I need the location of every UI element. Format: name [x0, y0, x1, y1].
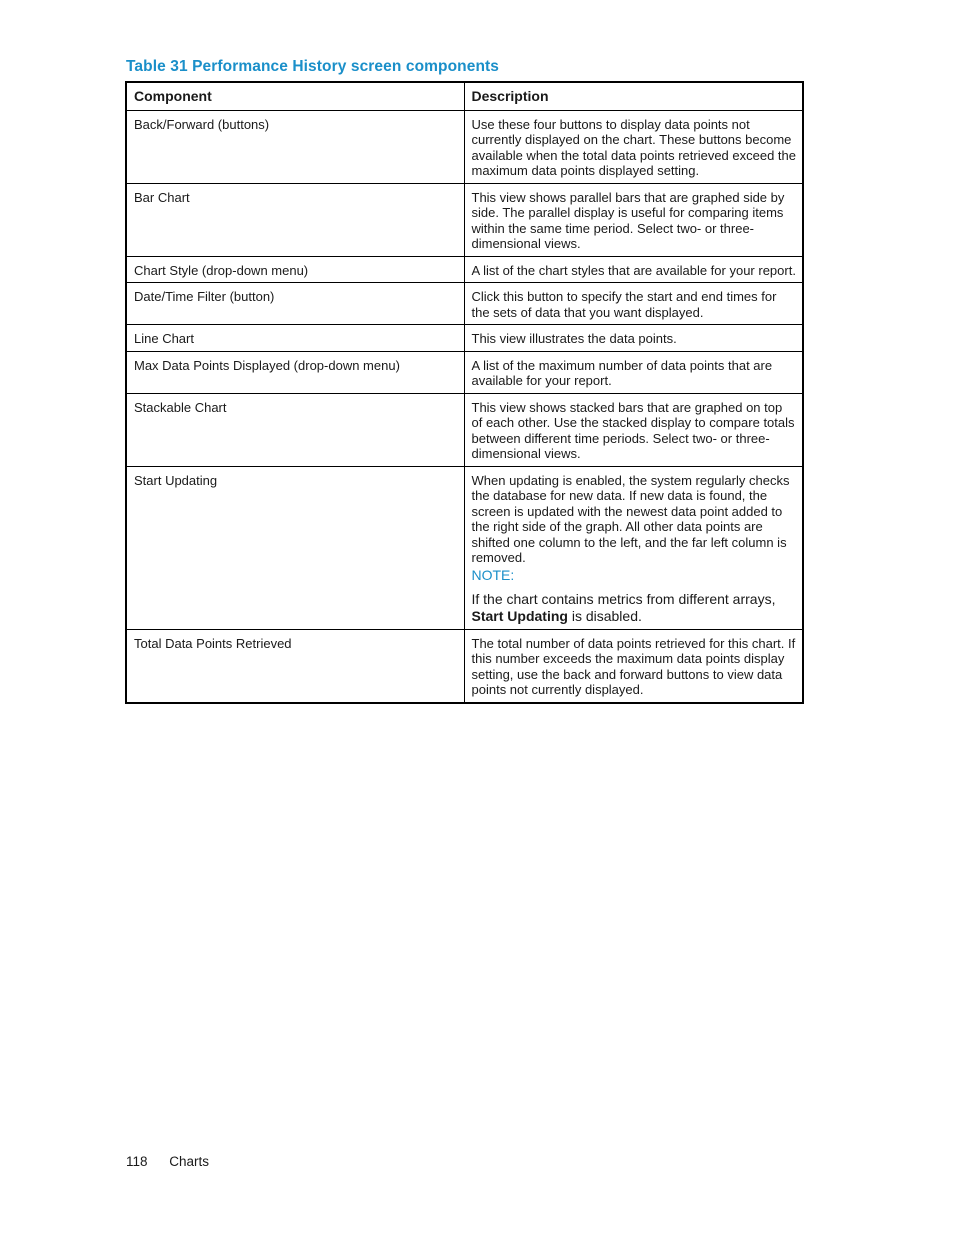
table-row — [126, 110, 803, 183]
description-cell: Click this button to specify the start and end times for the sets of data that you want displayed. — [464, 283, 803, 325]
component-cell: Max Data Points Displayed (drop-down menu) — [126, 351, 464, 393]
description-cell: This view shows stacked bars that are graphed on top of each other. Use the stacked display to compare totals between different time periods. Select two- or three-dimensional views. — [464, 393, 803, 466]
note-text-before: If the chart contains metrics from different arrays, — [471, 590, 776, 607]
description-cell: This view shows parallel bars that are graphed side by side. The parallel display is useful for comparing items within the same time period. Select two- or three-dimensional views. — [464, 183, 803, 256]
note-text-after: is disabled. — [567, 607, 642, 624]
description-text: When updating is enabled, the system regularly checks the database for new data. If new data is found, the screen is updated with the newest data point added to the right side of the graph. All other data points are shifted one column to the left, and the far left column is removed. — [471, 472, 790, 565]
note-text — [472, 591, 797, 625]
note-text-bold: Start Updating — [471, 607, 568, 624]
column-header-description: Description — [464, 82, 803, 110]
component-cell: Line Chart — [126, 325, 464, 352]
component-cell: Bar Chart — [126, 183, 464, 256]
description-cell: The total number of data points retrieved for this chart. If this number exceeds the maximum data points display setting, use the back and forward buttons to view data points not currently displayed. — [464, 629, 803, 703]
page-number: 118 — [126, 1154, 148, 1169]
table-row — [126, 466, 803, 629]
table-row — [126, 256, 803, 283]
table-row — [126, 393, 803, 466]
table-row — [126, 325, 803, 352]
description-cell: Use these four buttons to display data points not currently displayed on the chart. These buttons become available when the total data points retrieved exceed the maximum data points displayed setting. — [464, 110, 803, 183]
description-cell — [464, 466, 803, 629]
table-row — [126, 283, 803, 325]
table-row — [126, 351, 803, 393]
component-cell: Chart Style (drop-down menu) — [126, 256, 464, 283]
note-label: NOTE: — [471, 566, 515, 583]
column-header-component: Component — [126, 82, 464, 110]
component-cell: Stackable Chart — [126, 393, 464, 466]
table-caption: Table 31 Performance History screen components — [126, 58, 499, 75]
description-cell: A list of the chart styles that are available for your report. — [464, 256, 803, 283]
page-footer — [126, 1154, 209, 1169]
table-row — [126, 629, 803, 703]
section-name: Charts — [169, 1154, 210, 1169]
components-table — [125, 81, 804, 704]
component-cell: Back/Forward (buttons) — [126, 110, 464, 183]
description-cell: A list of the maximum number of data points that are available for your report. — [464, 351, 803, 393]
component-cell: Total Data Points Retrieved — [126, 629, 464, 703]
component-cell: Start Updating — [126, 466, 464, 629]
component-cell: Date/Time Filter (button) — [126, 283, 464, 325]
description-cell: This view illustrates the data points. — [464, 325, 803, 352]
table-header-row — [126, 82, 803, 110]
table-row — [126, 183, 803, 256]
